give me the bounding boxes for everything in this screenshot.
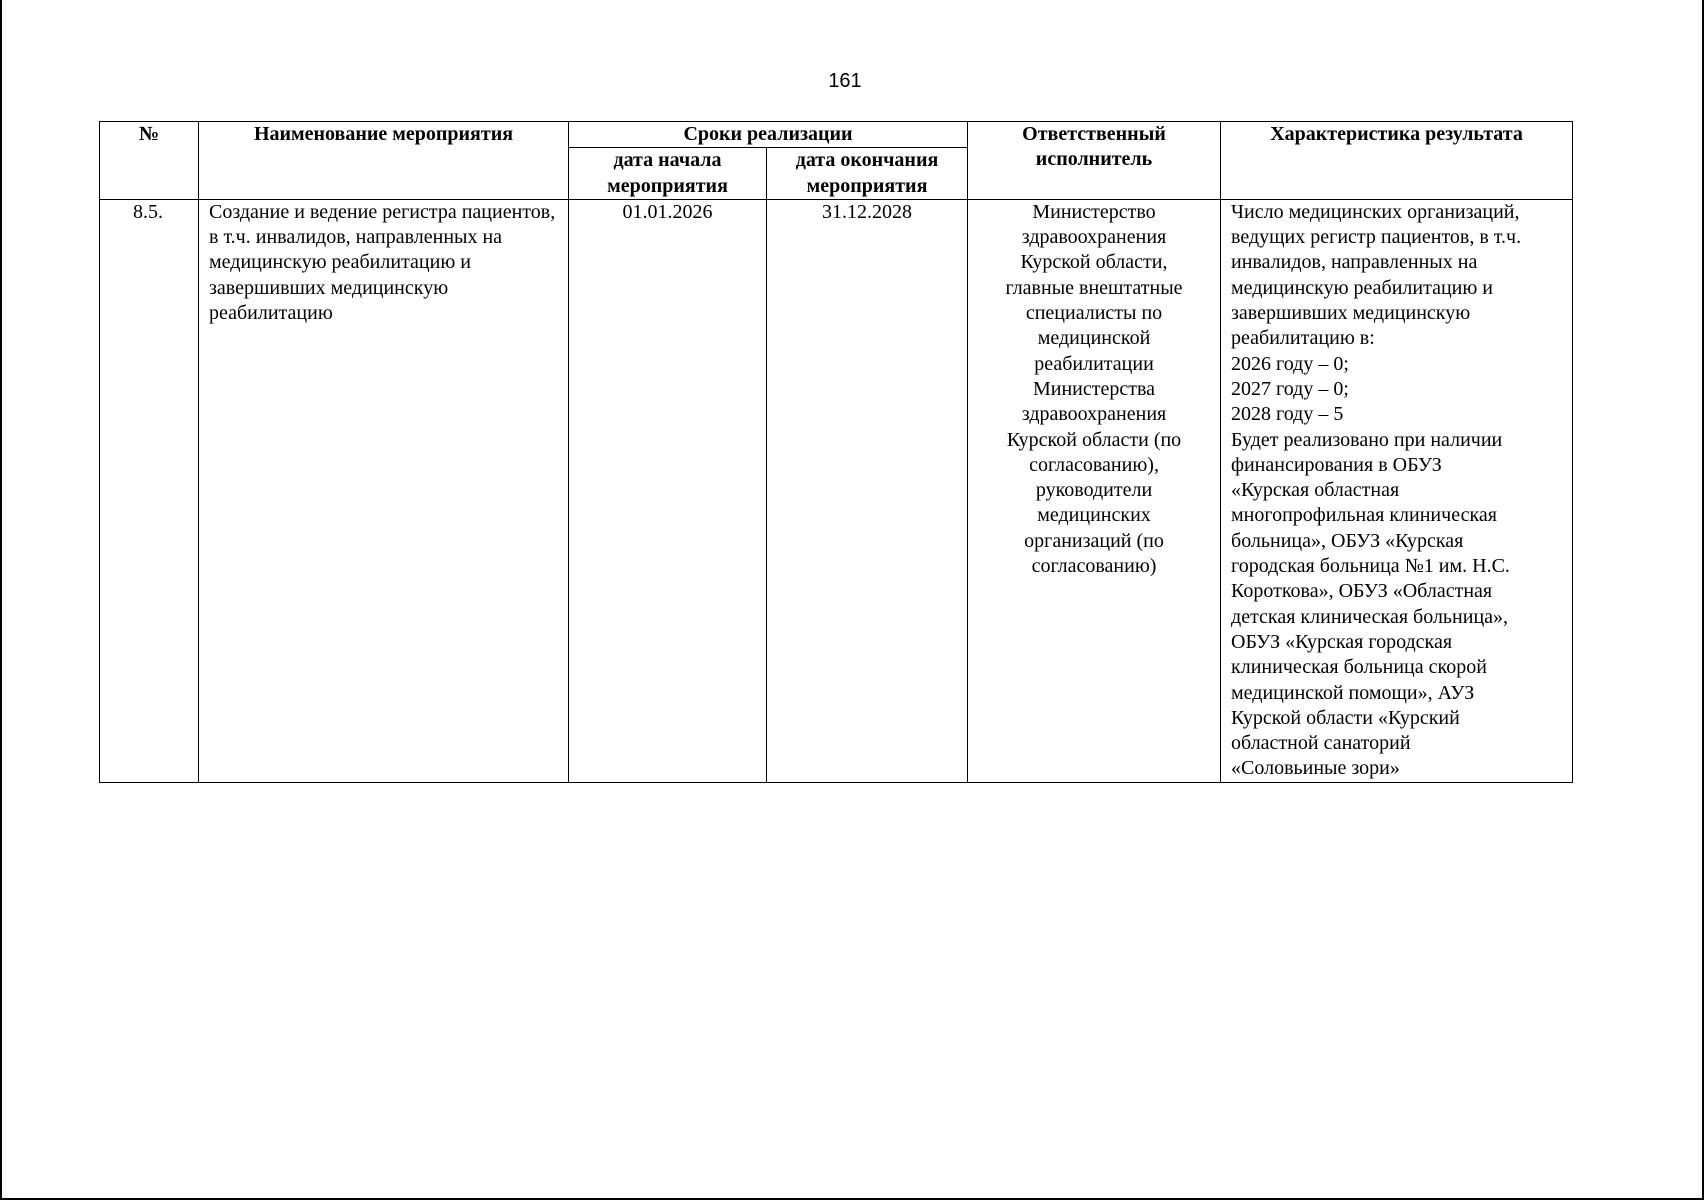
result-line: «Соловьиные зори»	[1231, 757, 1400, 780]
result-line: 2027 году – 0;	[1231, 377, 1349, 400]
table-row	[100, 199, 1573, 782]
responsible-line: специалисты по	[1025, 302, 1163, 325]
result-line: реабилитацию в:	[1231, 327, 1375, 350]
responsible-line: согласованию)	[1031, 555, 1157, 578]
result-line: медицинскую реабилитацию и	[1231, 276, 1493, 299]
responsible-line: Министерства	[1032, 377, 1156, 400]
responsible-line: реабилитации	[1034, 352, 1154, 375]
header-terms: Сроки реализации	[569, 122, 968, 148]
result-line: инвалидов, направленных на	[1231, 251, 1478, 274]
result-line: Число медицинских организаций,	[1231, 200, 1520, 223]
result-line: завершивших медицинскую	[1231, 302, 1471, 325]
result-line: клиническая больница скорой	[1231, 656, 1487, 679]
responsible-line: медицинской	[1037, 327, 1151, 350]
responsible-line: здравоохранения	[1021, 226, 1167, 249]
header-responsible: Ответственный исполнитель	[968, 122, 1221, 200]
responsible-line: руководители	[1035, 479, 1153, 502]
activity-table	[99, 121, 1573, 783]
header-name: Наименование мероприятия	[199, 122, 569, 200]
result-line: ведущих регистр пациентов, в т.ч.	[1231, 226, 1522, 249]
result-line: 2026 году – 0;	[1231, 352, 1349, 375]
responsible-line: согласованию),	[1029, 453, 1159, 476]
responsible-line: организаций (по	[1024, 529, 1164, 552]
result-line: ОБУЗ «Курская городская	[1231, 630, 1453, 653]
header-end-date: дата окончания мероприятия	[767, 148, 968, 200]
result-line: детская клиническая больница»,	[1231, 605, 1509, 628]
header-result: Характеристика результата	[1221, 122, 1573, 200]
result-line: финансирования в ОБУЗ	[1231, 453, 1442, 476]
row-start-date: 01.01.2026	[569, 199, 767, 782]
responsible-line: главные внештатные	[1005, 276, 1183, 299]
page-number: 161	[828, 70, 862, 92]
result-line: Курской области «Курский	[1231, 706, 1460, 729]
row-number: 8.5.	[100, 199, 199, 782]
result-line: областной санаторий	[1231, 732, 1411, 755]
row-end-date: 31.12.2028	[767, 199, 968, 782]
header-number: №	[100, 122, 199, 200]
result-line: городская больница №1 им. Н.С.	[1231, 555, 1510, 578]
responsible-line: Министерство	[1032, 200, 1156, 223]
responsible-line: Курской области,	[1020, 251, 1168, 274]
result-line: Короткова», ОБУЗ «Областная	[1231, 580, 1493, 603]
result-line: Будет реализовано при наличии	[1231, 428, 1503, 451]
responsible-line: медицинских	[1037, 504, 1151, 527]
row-activity-name: Создание и ведение регистра пациентов, в т.ч. инвалидов, направленных на медицинскую реабилитацию и завершивших медицинскую реабилитацию	[199, 199, 569, 782]
row-result	[1221, 199, 1573, 782]
header-start-date: дата начала мероприятия	[569, 148, 767, 200]
result-line: больница», ОБУЗ «Курская	[1231, 529, 1464, 552]
result-line: медицинской помощи», АУЗ	[1231, 681, 1475, 704]
responsible-line: Курской области (по	[1006, 428, 1182, 451]
header-row	[100, 122, 1573, 148]
result-line: «Курская областная	[1231, 479, 1400, 502]
responsible-line: здравоохранения	[1021, 403, 1167, 426]
page-frame-left	[0, 0, 2, 1200]
row-responsible	[968, 199, 1221, 782]
result-line: многопрофильная клиническая	[1231, 504, 1497, 527]
result-line: 2028 году – 5	[1231, 403, 1344, 426]
